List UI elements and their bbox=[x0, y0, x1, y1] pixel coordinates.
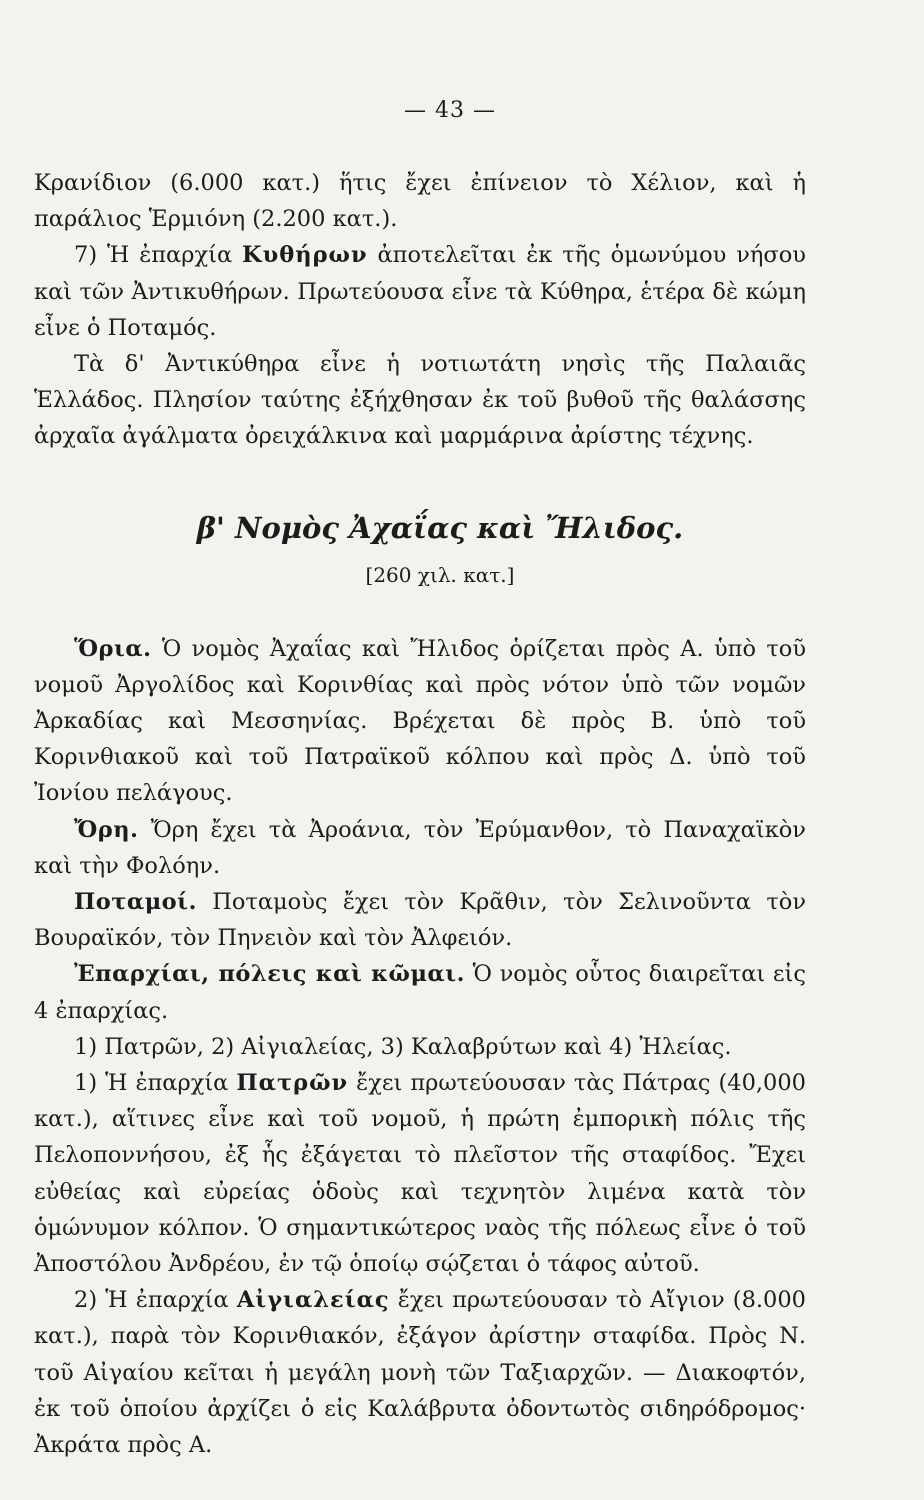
section-heading: β' Νομὸς Ἀχαΐας καὶ Ἤλιδος. bbox=[196, 510, 684, 545]
paragraph bbox=[34, 165, 806, 237]
paragraph-text: Ὁ νομὸς οὗτος διαιρεῖται εἰς 4 ἐπαρχίας. bbox=[34, 961, 806, 1024]
paragraph-prefix: 7) Ἡ ἐπαρχία bbox=[74, 242, 243, 269]
paragraph-lead: Ποταμοί. bbox=[74, 889, 197, 916]
paragraph bbox=[34, 884, 806, 956]
paragraph bbox=[34, 631, 806, 812]
paragraph bbox=[34, 346, 806, 455]
body-text-bottom bbox=[34, 631, 806, 1464]
bold-term: Αἰγιαλείας bbox=[236, 1287, 390, 1314]
paragraph-lead: Ἐπαρχίαι, πόλεις καὶ κῶμαι. bbox=[74, 961, 465, 988]
paragraph-text: Ποταμοὺς ἔχει τὸν Κρᾶθιν, τὸν Σελινοῦντα τὸν Βουραϊκόν, τὸν Πηνειὸν καὶ τὸν Ἀλφειόν. bbox=[34, 889, 806, 952]
paragraph-text: Τὰ δ' Ἀντικύθηρα εἶνε ἡ νοτιωτάτη νησὶς τῆς Παλαιᾶς Ἑλλάδος. Πλησίον ταύτης ἐξήχθησαν ἐκ τοῦ βυθοῦ τῆς θαλάσσης ἀρχαῖα ἀγάλματα ὀρειχάλκινα καὶ μαρμάρινα ἀρίστης τέχνης. bbox=[34, 351, 806, 450]
section-subheading: [260 χιλ. κατ.] bbox=[365, 562, 515, 587]
paragraph bbox=[34, 956, 806, 1028]
paragraph-lead: Ὅρια. bbox=[74, 635, 152, 662]
bold-term: Πατρῶν bbox=[236, 1070, 349, 1097]
paragraph-prefix: 1) Ἡ ἐπαρχία bbox=[74, 1070, 237, 1097]
body-text-top bbox=[34, 165, 806, 455]
paragraph-text: 1) Πατρῶν, 2) Αἰγιαλείας, 3) Καλαβρύτων καὶ 4) Ἠλείας. bbox=[74, 1033, 732, 1060]
paragraph-text: ἔχει πρωτεύουσαν τὰς Πάτρας (40,000 κατ.), αἵτινες εἶνε καὶ τοῦ νομοῦ, ἡ πρώτη ἐμπορικὴ πόλις τῆς Πελοποννήσου, ἐξ ἧς ἐξάγεται τὸ πλεῖστον τῆς σταφίδος. Ἔχει εὐθείας καὶ εὐρείας ὁδοὺς καὶ τεχνητὸν λιμένα κατὰ τὸν ὁμώνυμον κόλπον. Ὁ σημαντικώτερος ναὸς τῆς πόλεως εἶνε ὁ τοῦ Ἀποστόλου Ἀνδρέου, ἐν τῷ ὁποίῳ σῴζεται ὁ τάφος αὐτοῦ. bbox=[34, 1070, 806, 1278]
paragraph-text: ἔχει πρωτεύουσαν τὸ Αἴγιον (8.000 κατ.), παρὰ τὸν Κορινθιακόν, ἐξάγον ἀρίστην σταφίδα. Πρὸς Ν. τοῦ Αἰγαίου κεῖται ἡ μεγάλη μονὴ τῶν Ταξιαρχῶν. — Διακοφτόν, ἐκ τοῦ ὁποίου ἀρχίζει ὁ εἰς Καλάβρυτα ὀδοντωτὸς σιδηρόδρομος· Ἀκράτα πρὸς Α. bbox=[34, 1287, 806, 1459]
paragraph-text: Κρανίδιον (6.000 κατ.) ἥτις ἔχει ἐπίνειον τὸ Χέλιον, καὶ ἡ παράλιος Ἑρμιόνη (2.200 κατ.). bbox=[34, 170, 806, 233]
paragraph-prefix: 2) Ἡ ἐπαρχία bbox=[74, 1287, 237, 1314]
paragraph-text: Ὄρη ἔχει τὰ Ἀροάνια, τὸν Ἐρύμανθον, τὸ Παναχαϊκὸν καὶ τὴν Φολόην. bbox=[34, 816, 806, 879]
paragraph-text: ἀποτελεῖται ἐκ τῆς ὁμωνύμου νήσου καὶ τῶν Ἀντικυθήρων. Πρωτεύουσα εἶνε τὰ Κύθηρα, ἑτέρα δὲ κώμη εἶνε ὁ Ποταμός. bbox=[34, 242, 806, 341]
paragraph bbox=[34, 1065, 806, 1282]
paragraph-text: Ὁ νομὸς Ἀχαΐας καὶ Ἤλιδος ὁρίζεται πρὸς Α. ὑπὸ τοῦ νομοῦ Ἀργολίδος καὶ Κορινθίας καὶ πρὸς νότον ὑπὸ τῶν νομῶν Ἀρκαδίας καὶ Μεσσηνίας. Βρέχεται δὲ πρὸς Β. ὑπὸ τοῦ Κορινθιακοῦ καὶ τοῦ Πατραϊκοῦ κόλπου καὶ πρὸς Δ. ὑπὸ τοῦ Ἰονίου πελάγους. bbox=[34, 635, 806, 807]
paragraph bbox=[34, 812, 806, 884]
paragraph bbox=[34, 237, 806, 346]
paragraph bbox=[34, 1282, 806, 1463]
paragraph-lead: Ὄρη. bbox=[74, 816, 139, 843]
paragraph bbox=[34, 1029, 806, 1065]
page-number: — 43 — bbox=[404, 98, 496, 123]
bold-term: Κυθήρων bbox=[242, 242, 368, 269]
